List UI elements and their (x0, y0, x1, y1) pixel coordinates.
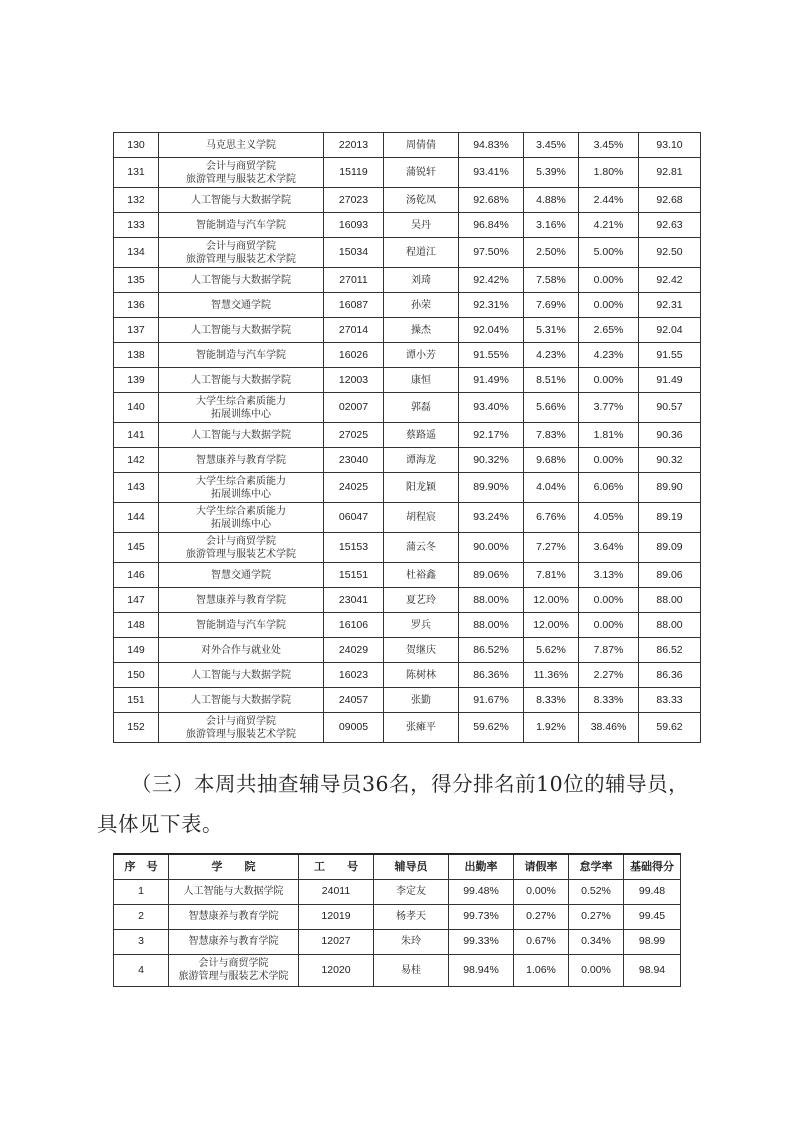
header-cell: 怠学率 (569, 854, 624, 879)
table-row (114, 473, 701, 503)
table-row (114, 393, 701, 423)
table-cell: 15153 (324, 533, 384, 563)
table-cell: 8.33% (524, 688, 579, 713)
table-cell: 3 (114, 929, 169, 954)
table-cell: 152 (114, 713, 159, 743)
table-cell: 人工智能与大数据学院 (159, 268, 324, 293)
table-cell: 7.87% (579, 638, 639, 663)
table-cell: 5.66% (524, 393, 579, 423)
table-cell: 93.41% (459, 158, 524, 188)
table-cell: 16093 (324, 213, 384, 238)
table-row (114, 423, 701, 448)
table-cell: 3.77% (579, 393, 639, 423)
table-cell: 90.00% (459, 533, 524, 563)
table-cell: 2.65% (579, 318, 639, 343)
table-cell: 142 (114, 448, 159, 473)
table-cell: 3.45% (524, 133, 579, 158)
table-row (114, 293, 701, 318)
table-row (114, 133, 701, 158)
table-cell: 138 (114, 343, 159, 368)
table-cell: 4.23% (579, 343, 639, 368)
top10-counselor-table (113, 853, 681, 987)
table-row (114, 613, 701, 638)
table-cell: 3.13% (579, 563, 639, 588)
table-cell: 27023 (324, 188, 384, 213)
table-cell: 15034 (324, 238, 384, 268)
table-cell: 93.40% (459, 393, 524, 423)
table-cell: 16106 (324, 613, 384, 638)
table-cell: 谭海龙 (384, 448, 459, 473)
table-cell: 程道江 (384, 238, 459, 268)
header-cell: 辅导员 (374, 854, 449, 879)
table-cell: 92.31 (639, 293, 701, 318)
table-cell: 人工智能与大数据学院 (169, 879, 299, 904)
table-cell: 91.67% (459, 688, 524, 713)
table-cell: 139 (114, 368, 159, 393)
table-cell: 0.00% (579, 268, 639, 293)
table-cell: 智慧交通学院 (159, 293, 324, 318)
table-cell: 92.04% (459, 318, 524, 343)
table-cell: 88.00% (459, 588, 524, 613)
table-cell: 人工智能与大数据学院 (159, 663, 324, 688)
table-cell: 89.90 (639, 473, 701, 503)
table-row (114, 268, 701, 293)
table-cell: 27011 (324, 268, 384, 293)
table-cell: 02007 (324, 393, 384, 423)
table-cell: 对外合作与就业处 (159, 638, 324, 663)
table-cell: 09005 (324, 713, 384, 743)
table-cell: 贺继庆 (384, 638, 459, 663)
ranking-table-continued (113, 132, 701, 743)
table-cell: 谭小芳 (384, 343, 459, 368)
table-cell: 0.27% (514, 904, 569, 929)
table-cell: 11.36% (524, 663, 579, 688)
table-cell: 99.45 (624, 904, 681, 929)
table-cell: 16087 (324, 293, 384, 318)
table-cell: 0.52% (569, 879, 624, 904)
table-cell: 90.57 (639, 393, 701, 423)
table-cell: 130 (114, 133, 159, 158)
table-cell: 1.80% (579, 158, 639, 188)
table-row (114, 318, 701, 343)
table-cell: 胡程宸 (384, 503, 459, 533)
table-cell: 99.48% (449, 879, 514, 904)
table-cell: 150 (114, 663, 159, 688)
table-cell: 6.06% (579, 473, 639, 503)
table-cell: 0.00% (579, 448, 639, 473)
table-cell: 146 (114, 563, 159, 588)
table-cell: 1.92% (524, 713, 579, 743)
table-cell: 12.00% (524, 588, 579, 613)
table-cell: 91.49 (639, 368, 701, 393)
table-cell: 3.45% (579, 133, 639, 158)
table-cell: 90.36 (639, 423, 701, 448)
table-cell: 12027 (299, 929, 374, 954)
table-cell: 1.06% (514, 954, 569, 986)
table-cell: 陈树林 (384, 663, 459, 688)
table-cell: 15119 (324, 158, 384, 188)
table-cell: 罗兵 (384, 613, 459, 638)
table-cell: 93.24% (459, 503, 524, 533)
table-cell: 7.58% (524, 268, 579, 293)
table-cell: 135 (114, 268, 159, 293)
table-cell: 92.81 (639, 158, 701, 188)
table-cell: 134 (114, 238, 159, 268)
table-cell: 98.99 (624, 929, 681, 954)
table-row (114, 663, 701, 688)
table-cell: 92.04 (639, 318, 701, 343)
table-row (114, 638, 701, 663)
table-cell: 张瘫平 (384, 713, 459, 743)
table-cell: 143 (114, 473, 159, 503)
table-cell: 90.32% (459, 448, 524, 473)
table-cell: 0.00% (579, 368, 639, 393)
table-cell: 140 (114, 393, 159, 423)
table-cell: 144 (114, 503, 159, 533)
table-cell: 易桂 (374, 954, 449, 986)
table-cell: 杨孝天 (374, 904, 449, 929)
table-cell: 智能制造与汽车学院 (159, 213, 324, 238)
table-cell: 6.76% (524, 503, 579, 533)
table-cell: 会计与商贸学院 旅游管理与服装艺术学院 (169, 954, 299, 986)
table-cell: 98.94% (449, 954, 514, 986)
table-cell: 4.05% (579, 503, 639, 533)
table-cell: 会计与商贸学院 旅游管理与服装艺术学院 (159, 713, 324, 743)
table-cell: 会计与商贸学院 旅游管理与服装艺术学院 (159, 158, 324, 188)
table-cell: 92.17% (459, 423, 524, 448)
table-cell: 7.27% (524, 533, 579, 563)
table-cell: 5.31% (524, 318, 579, 343)
table-row (114, 213, 701, 238)
table-cell: 147 (114, 588, 159, 613)
table-row (114, 238, 701, 268)
table-cell: 蔡路遥 (384, 423, 459, 448)
table-cell: 89.06 (639, 563, 701, 588)
table-cell: 2.27% (579, 663, 639, 688)
table-cell: 06047 (324, 503, 384, 533)
table-cell: 91.55 (639, 343, 701, 368)
table-row (114, 503, 701, 533)
table-cell: 8.33% (579, 688, 639, 713)
table-cell: 智能制造与汽车学院 (159, 343, 324, 368)
table-cell: 张勤 (384, 688, 459, 713)
table-cell: 人工智能与大数据学院 (159, 188, 324, 213)
table-cell: 智慧康养与教育学院 (169, 904, 299, 929)
table-cell: 88.00 (639, 588, 701, 613)
table-cell: 0.00% (579, 293, 639, 318)
table-cell: 智慧康养与教育学院 (159, 588, 324, 613)
table-cell: 92.68% (459, 188, 524, 213)
table-row (114, 879, 681, 904)
table-cell: 89.09 (639, 533, 701, 563)
table-cell: 8.51% (524, 368, 579, 393)
table-cell: 86.36 (639, 663, 701, 688)
table-cell: 杜裕鑫 (384, 563, 459, 588)
header-cell: 出勤率 (449, 854, 514, 879)
table-cell: 151 (114, 688, 159, 713)
table-cell: 0.27% (569, 904, 624, 929)
table-row (114, 954, 681, 986)
table-cell: 148 (114, 613, 159, 638)
table-cell: 智能制造与汽车学院 (159, 613, 324, 638)
table-cell: 97.50% (459, 238, 524, 268)
table-cell: 1 (114, 879, 169, 904)
table-cell: 27025 (324, 423, 384, 448)
table-cell: 24025 (324, 473, 384, 503)
table-cell: 90.32 (639, 448, 701, 473)
table-cell: 3.16% (524, 213, 579, 238)
table-cell: 136 (114, 293, 159, 318)
table-cell: 康恒 (384, 368, 459, 393)
table-cell: 周倩倩 (384, 133, 459, 158)
table-cell: 大学生综合素质能力 拓展训练中心 (159, 473, 324, 503)
table-cell: 智慧康养与教育学院 (169, 929, 299, 954)
table-cell: 朱玲 (374, 929, 449, 954)
table-cell: 24011 (299, 879, 374, 904)
header-cell: 学 院 (169, 854, 299, 879)
table-cell: 吴丹 (384, 213, 459, 238)
table-row (114, 533, 701, 563)
table-cell: 人工智能与大数据学院 (159, 318, 324, 343)
table-cell: 12003 (324, 368, 384, 393)
table-cell: 88.00% (459, 613, 524, 638)
table-cell: 9.68% (524, 448, 579, 473)
table-header-row (114, 854, 681, 879)
table-cell: 0.00% (579, 613, 639, 638)
table-cell: 24029 (324, 638, 384, 663)
table-cell: 12.00% (524, 613, 579, 638)
table-cell: 59.62 (639, 713, 701, 743)
table-row (114, 713, 701, 743)
table-cell: 145 (114, 533, 159, 563)
table-cell: 99.33% (449, 929, 514, 954)
table-row (114, 343, 701, 368)
table-cell: 89.90% (459, 473, 524, 503)
table-cell: 人工智能与大数据学院 (159, 368, 324, 393)
table-cell: 22013 (324, 133, 384, 158)
table-cell: 92.50 (639, 238, 701, 268)
table-cell: 蒲云冬 (384, 533, 459, 563)
table-cell: 92.68 (639, 188, 701, 213)
table-cell: 4.23% (524, 343, 579, 368)
table-cell: 5.00% (579, 238, 639, 268)
table-cell: 操杰 (384, 318, 459, 343)
table-cell: 5.39% (524, 158, 579, 188)
table-cell: 2.50% (524, 238, 579, 268)
table-cell: 38.46% (579, 713, 639, 743)
table-cell: 7.81% (524, 563, 579, 588)
table-cell: 智慧交通学院 (159, 563, 324, 588)
table-cell: 4.04% (524, 473, 579, 503)
table-cell: 12020 (299, 954, 374, 986)
table-cell: 83.33 (639, 688, 701, 713)
table-cell: 2.44% (579, 188, 639, 213)
header-cell: 请假率 (514, 854, 569, 879)
table-cell: 132 (114, 188, 159, 213)
table-cell: 阳龙颖 (384, 473, 459, 503)
table-cell: 93.10 (639, 133, 701, 158)
table-cell: 98.94 (624, 954, 681, 986)
table-cell: 5.62% (524, 638, 579, 663)
table-cell: 马克思主义学院 (159, 133, 324, 158)
table-cell: 智慧康养与教育学院 (159, 448, 324, 473)
table-row (114, 448, 701, 473)
table-row (114, 368, 701, 393)
table-cell: 会计与商贸学院 旅游管理与服装艺术学院 (159, 533, 324, 563)
table-cell: 7.69% (524, 293, 579, 318)
table-cell: 92.63 (639, 213, 701, 238)
table-cell: 86.36% (459, 663, 524, 688)
table-cell: 12019 (299, 904, 374, 929)
table-row (114, 158, 701, 188)
table-cell: 4.21% (579, 213, 639, 238)
table-cell: 99.48 (624, 879, 681, 904)
table-cell: 郭磊 (384, 393, 459, 423)
table-cell: 大学生综合素质能力 拓展训练中心 (159, 503, 324, 533)
table-row (114, 188, 701, 213)
table-cell: 会计与商贸学院 旅游管理与服装艺术学院 (159, 238, 324, 268)
table-cell: 刘琦 (384, 268, 459, 293)
table-cell: 24057 (324, 688, 384, 713)
table-cell: 137 (114, 318, 159, 343)
table-cell: 3.64% (579, 533, 639, 563)
table-cell: 16023 (324, 663, 384, 688)
table-cell: 15151 (324, 563, 384, 588)
table-cell: 131 (114, 158, 159, 188)
table-cell: 23041 (324, 588, 384, 613)
table-cell: 92.31% (459, 293, 524, 318)
table-cell: 88.00 (639, 613, 701, 638)
table-cell: 蒲锐轩 (384, 158, 459, 188)
table-cell: 4.88% (524, 188, 579, 213)
header-cell: 工 号 (299, 854, 374, 879)
table-cell: 李定友 (374, 879, 449, 904)
table-cell: 0.00% (579, 588, 639, 613)
table-cell: 86.52 (639, 638, 701, 663)
table-cell: 89.19 (639, 503, 701, 533)
table-cell: 0.34% (569, 929, 624, 954)
table-cell: 92.42 (639, 268, 701, 293)
table-cell: 27014 (324, 318, 384, 343)
table-cell: 89.06% (459, 563, 524, 588)
table-cell: 2 (114, 904, 169, 929)
table-row (114, 904, 681, 929)
header-cell: 基础得分 (624, 854, 681, 879)
table-cell: 86.52% (459, 638, 524, 663)
table-row (114, 688, 701, 713)
table-cell: 7.83% (524, 423, 579, 448)
table-cell: 汤乾凤 (384, 188, 459, 213)
table-row (114, 588, 701, 613)
table-cell: 16026 (324, 343, 384, 368)
table-cell: 141 (114, 423, 159, 448)
table-row (114, 563, 701, 588)
table-cell: 96.84% (459, 213, 524, 238)
table-cell: 23040 (324, 448, 384, 473)
table-cell: 大学生综合素质能力 拓展训练中心 (159, 393, 324, 423)
table-cell: 4 (114, 954, 169, 986)
table-cell: 91.49% (459, 368, 524, 393)
table-cell: 人工智能与大数据学院 (159, 688, 324, 713)
table-cell: 夏艺玲 (384, 588, 459, 613)
table-cell: 人工智能与大数据学院 (159, 423, 324, 448)
table-cell: 1.81% (579, 423, 639, 448)
table-cell: 0.00% (514, 879, 569, 904)
table-cell: 99.73% (449, 904, 514, 929)
table-cell: 133 (114, 213, 159, 238)
table-cell: 91.55% (459, 343, 524, 368)
header-cell: 序 号 (114, 854, 169, 879)
table-cell: 0.00% (569, 954, 624, 986)
table-cell: 孙荣 (384, 293, 459, 318)
table-cell: 92.42% (459, 268, 524, 293)
table-cell: 149 (114, 638, 159, 663)
section-paragraph: （三）本周共抽查辅导员36名，得分排名前10位的辅导员，具体见下表。 (97, 772, 690, 836)
table-cell: 0.67% (514, 929, 569, 954)
table-cell: 94.83% (459, 133, 524, 158)
table-cell: 59.62% (459, 713, 524, 743)
table-row (114, 929, 681, 954)
